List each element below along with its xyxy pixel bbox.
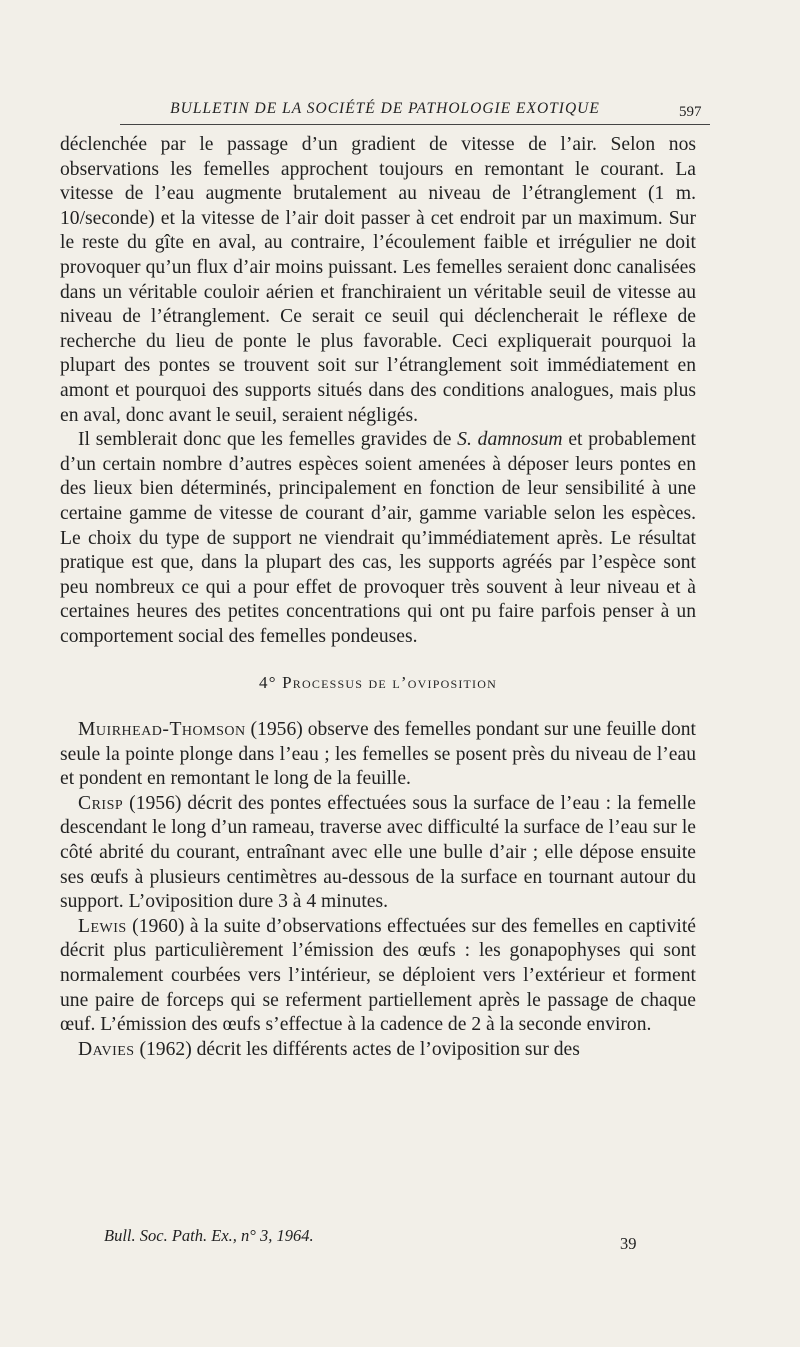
page-number: 597	[679, 104, 702, 120]
paragraph-3-text: (1956) observe des femelles pondant sur une feuille dont seule la pointe plonge dans l’eau ; les femelles se posent près du niveau de l’eau et pondent en remontant le long de la feuille.	[60, 719, 696, 790]
paragraph-6	[60, 1038, 696, 1063]
paragraph-5-text: (1960) à la suite d’observations effectuées sur des femelles en captivité décrit plus particulièrement l’émission des œufs : les gonapophyses qui sont normalement courbées vers l’intérieur, se déploient vers l’extérieur et forment une paire de forceps qui se referment partiellement après le passage de chaque œuf. L’émission des œufs s’effectue à la cadence de 2 à la seconde environ.	[60, 915, 696, 1036]
article-body	[60, 133, 696, 1062]
author-davies: Davies	[78, 1038, 135, 1060]
species-name: S. damnosum	[457, 429, 563, 451]
author-crisp: Crisp	[78, 792, 124, 814]
paragraph-2-text-b: et probablement d’un certain nombre d’autres espèces soient amenées à déposer leurs pontes en des lieux bien déterminés, principalement en fonction de leur sensibilité à une certaine gamme de vitesse de courant d’air, gamme variable selon les espèces. Le choix du type de support ne viendrait qu’immédiatement après. Le résultat pratique est que, dans la plupart des cas, les supports agréés par l’espèce sont peu nombreux ce qui a pour effet de provoquer très souvent à leur niveau et à certaines heures des petites concentrations qui ont pu faire parfois penser à un comportement social des femelles pondeuses.	[60, 429, 696, 647]
paragraph-5	[60, 915, 696, 1038]
section-title: 4° Processus de l’oviposition	[259, 673, 497, 693]
signature-mark: 39	[620, 1234, 637, 1253]
paragraph-6-text: (1962) décrit les différents actes de l’oviposition sur des	[134, 1038, 580, 1060]
paragraph-3	[60, 718, 696, 792]
author-lewis: Lewis	[78, 915, 127, 937]
paragraph-1: déclenchée par le passage d’un gradient de vitesse de l’air. Selon nos observations les femelles approchent toujours en remontant le courant. La vitesse de l’eau augmente brutalement au niveau de l’étranglement (1 m. 10/seconde) et la vitesse de l’air doit passer à cet endroit par un maximum. Sur le reste du gîte en aval, au contraire, l’écoulement faible et irrégulier ne doit provoquer qu’un flux d’air moins puissant. Les femelles seraient donc canalisées dans un véritable couloir aérien et franchiraient un véritable seuil de vitesse au niveau de l’étranglement. Ce serait ce seuil qui déclencherait le réflexe de recherche du lieu de ponte le plus favorable. Ceci expliquerait pourquoi la plupart des pontes se trouvent soit sur l’étranglement soit immédiatement en amont et pourquoi des supports situés dans des conditions analogues, mais plus en aval, donc avant le seuil, seraient négligés.	[60, 134, 696, 426]
header-rule	[120, 124, 710, 125]
journal-citation: Bull. Soc. Path. Ex., n° 3, 1964.	[104, 1226, 314, 1245]
paragraph-4-text: (1956) décrit des pontes effectuées sous la surface de l’eau : la femelle descendant le long d’un rameau, traverse avec difficulté la surface de l’eau sur le côté abrité du courant, entraînant avec elle une bulle d’air ; elle dépose ensuite ses œufs à plusieurs centimètres au-dessous de la surface en tournant autour du support. L’oviposition dure 3 à 4 minutes.	[60, 792, 696, 913]
paragraph-2-text-a: Il semblerait donc que les femelles gravides de	[78, 429, 458, 451]
author-muirhead-thomson: Muirhead-Thomson	[78, 719, 246, 741]
paragraph-2	[60, 428, 696, 649]
running-title: BULLETIN DE LA SOCIÉTÉ DE PATHOLOGIE EXOTIQUE	[170, 100, 600, 117]
paragraph-4	[60, 792, 696, 915]
